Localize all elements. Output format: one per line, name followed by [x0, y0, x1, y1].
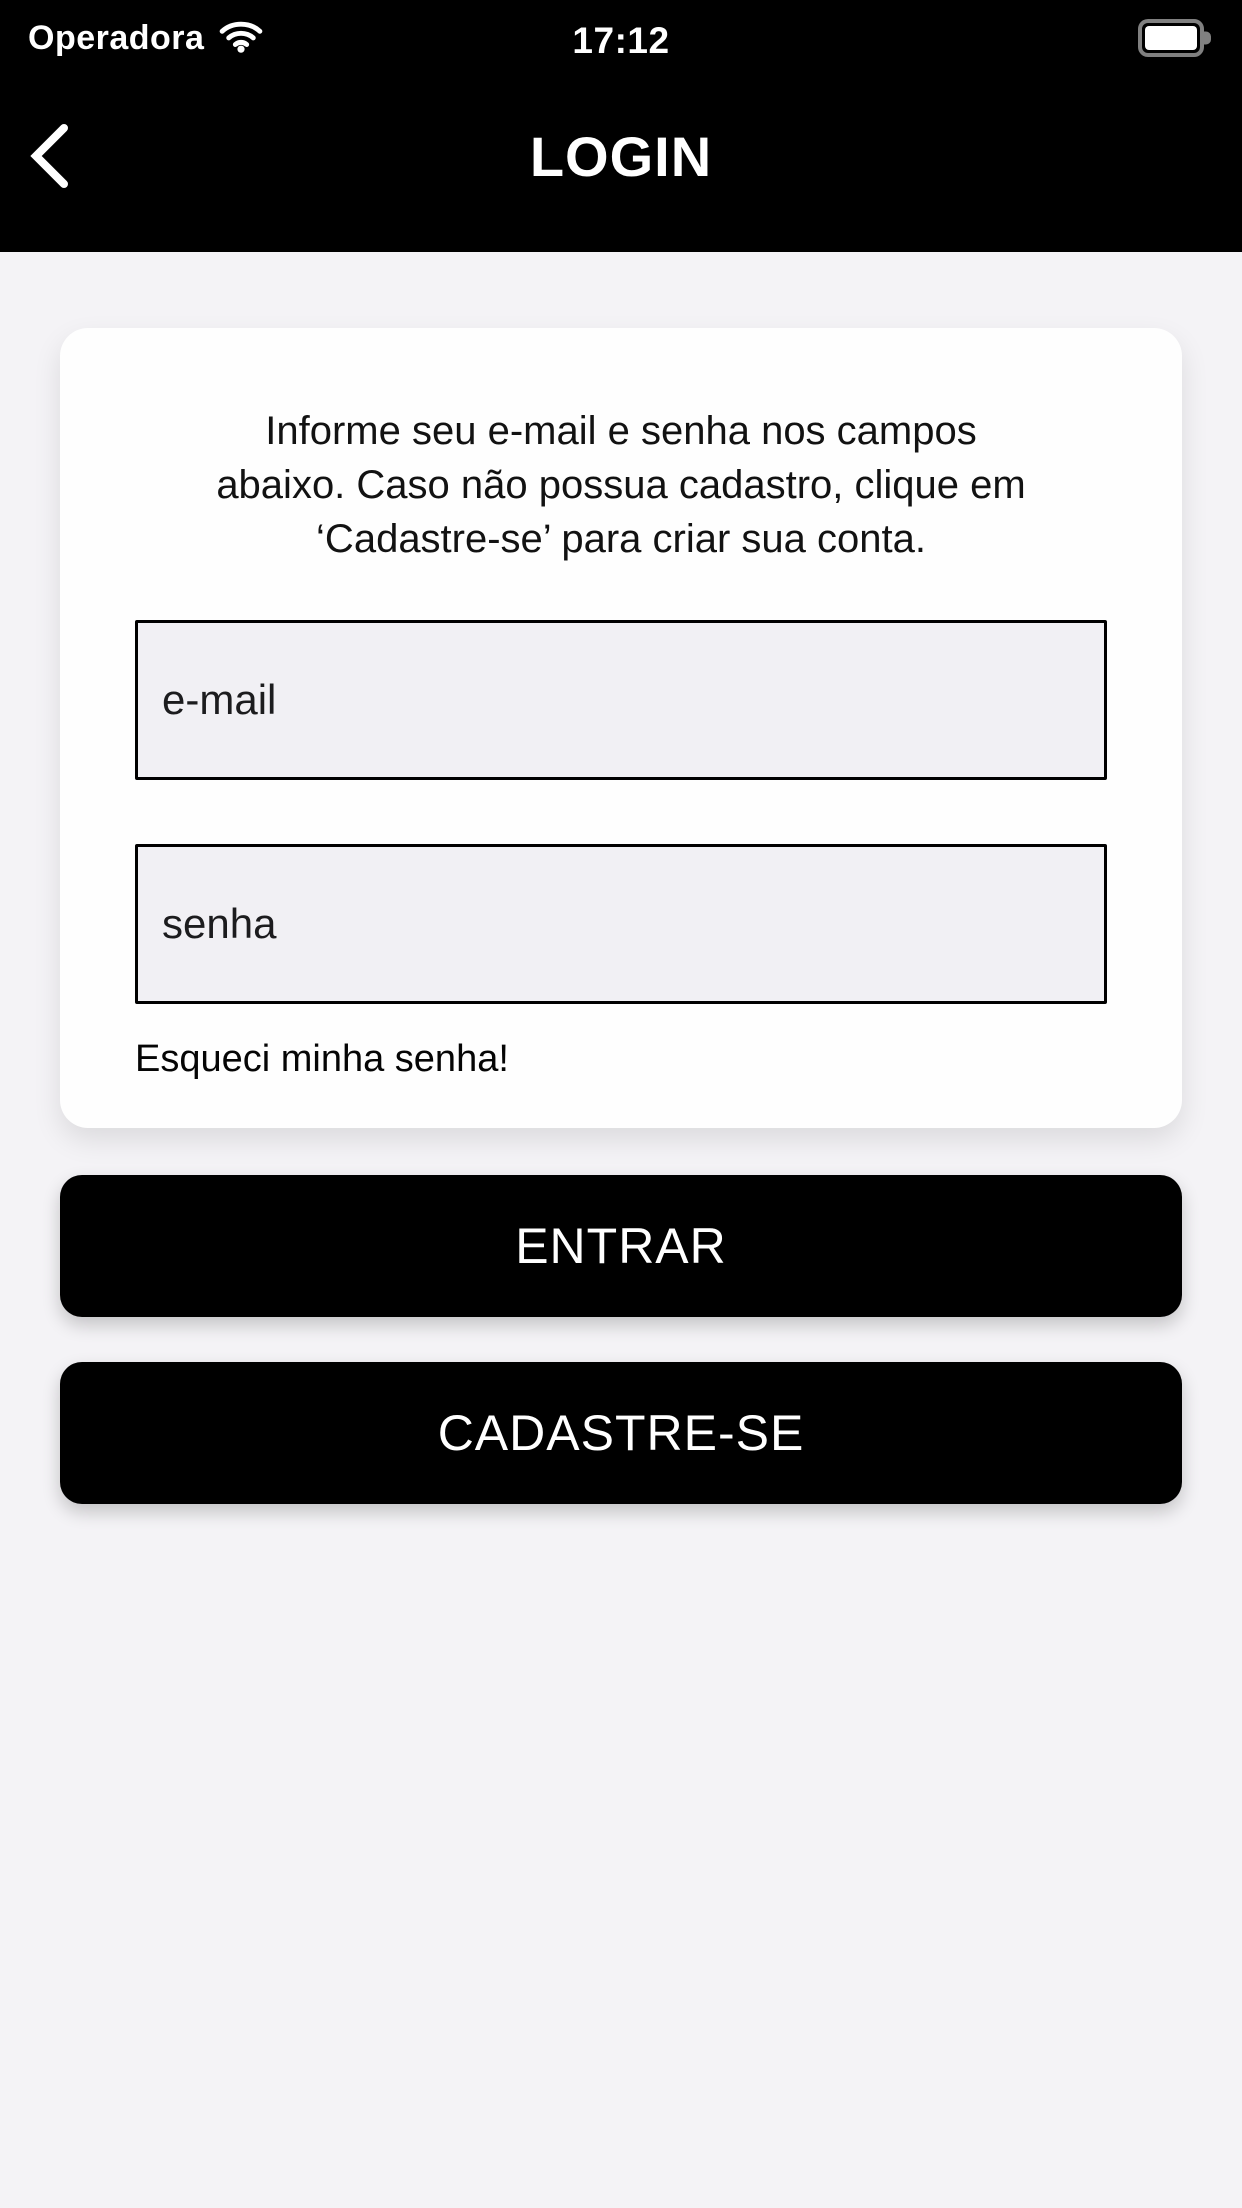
nav-bar: [0, 60, 1242, 252]
carrier-label: Operadora: [28, 18, 205, 57]
login-button[interactable]: ENTRAR: [60, 1175, 1182, 1317]
page-title: LOGIN: [529, 124, 713, 188]
status-right: [1138, 19, 1214, 57]
login-card: [60, 328, 1182, 1128]
battery-full-icon: [1138, 19, 1204, 57]
battery-fill: [1145, 26, 1197, 50]
password-input[interactable]: [135, 844, 1107, 1004]
wifi-icon: [218, 19, 264, 58]
status-bar: [0, 0, 1242, 60]
back-button[interactable]: [18, 113, 80, 199]
forgot-password-link[interactable]: Esqueci minha senha!: [135, 1038, 509, 1080]
status-time: 17:12: [572, 20, 670, 61]
status-left: [28, 19, 264, 58]
instructions-text: Informe seu e-mail e senha nos campos abaixo. Caso não possua cadastro, clique em ‘Cadastre-se’ para criar sua conta.: [216, 409, 1026, 561]
chevron-left-icon: [28, 177, 70, 192]
top-header: [0, 0, 1242, 252]
email-input[interactable]: [135, 620, 1107, 780]
register-button[interactable]: CADASTRE-SE: [60, 1362, 1182, 1504]
battery-nub: [1204, 32, 1211, 45]
